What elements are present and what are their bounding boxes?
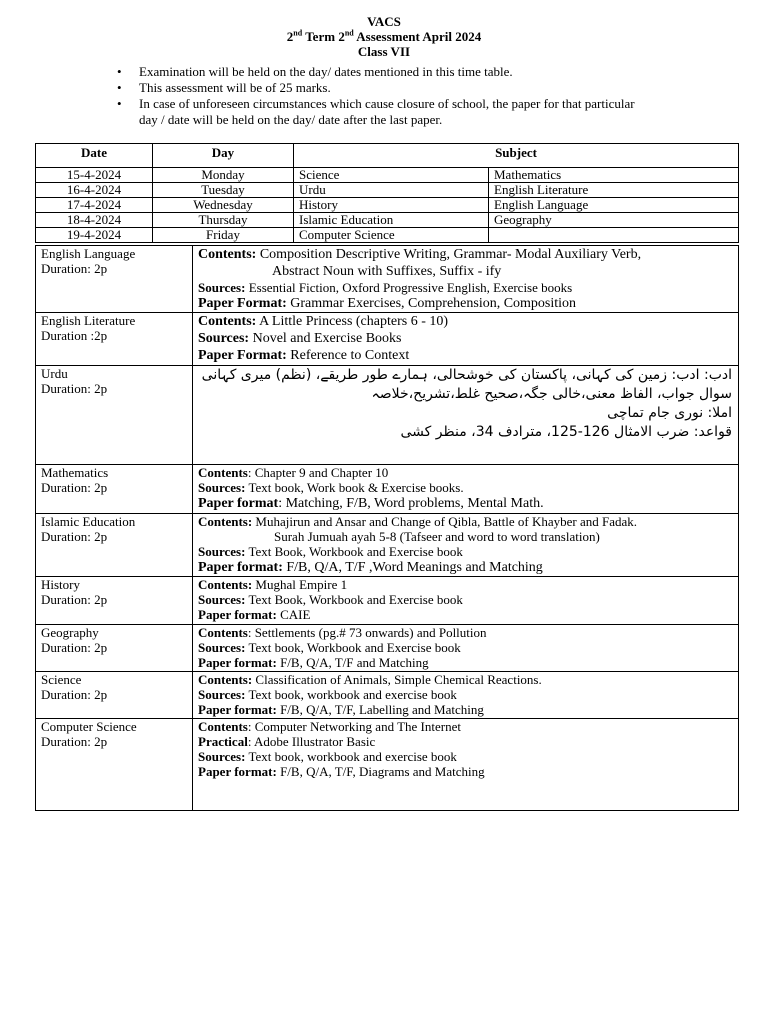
syllabus-row-history xyxy=(36,577,739,625)
duration: Duration: 2p xyxy=(41,480,108,495)
format-line: Paper format: CAIE xyxy=(198,607,311,622)
syllabus-row-geography xyxy=(36,625,739,672)
duration: Duration: 2p xyxy=(41,261,108,276)
syllabus-cell xyxy=(193,313,739,366)
subject-name: Urdu xyxy=(41,366,68,381)
syllabus-row-mathematics xyxy=(36,465,739,514)
format-line: Paper format: F/B, Q/A, T/F and Matching xyxy=(198,655,429,670)
syllabus-row-english-literature xyxy=(36,313,739,366)
subject-cell: Science xyxy=(294,168,489,183)
sources-line: Sources: Text Book, Workbook and Exercise book xyxy=(198,592,463,607)
syllabus-cell xyxy=(193,672,739,719)
urdu-line: ادب: ادب: زمین کی کہانی، پاکستان کی خوشحالی، ہمارے طور طریقے، (نظم) میری کہانی xyxy=(201,367,732,383)
subject-cell xyxy=(36,465,193,514)
sources-line: Sources: Text book, Work book & Exercise books. xyxy=(198,480,464,495)
syllabus-cell xyxy=(193,246,739,313)
format-line: Paper format: Matching, F/B, Word problems, Mental Math. xyxy=(198,496,544,511)
subject-cell xyxy=(36,625,193,672)
subject-name: Mathematics xyxy=(41,465,109,480)
date-header: Date xyxy=(36,144,153,168)
contents-line: Abstract Noun with Suffixes, Suffix - ify xyxy=(272,264,502,279)
duration: Duration: 2p xyxy=(41,529,108,544)
urdu-line: قواعد: ضرب الامثال 126-125، مترادف 34، منظر کشی xyxy=(400,424,732,440)
sources-line: Sources: Novel and Exercise Books xyxy=(198,331,402,346)
syllabus-cell xyxy=(193,719,739,811)
syllabus-cell xyxy=(193,577,739,625)
subject-cell xyxy=(489,228,739,243)
day-header: Day xyxy=(153,144,294,168)
sources-line: Sources: Essential Fiction, Oxford Progressive English, Exercise books xyxy=(198,280,573,295)
contents-line: Contents: Computer Networking and The Internet xyxy=(198,719,461,734)
date-cell: 19-4-2024 xyxy=(36,228,153,243)
subject-cell: Geography xyxy=(489,213,739,228)
subject-name: English Language xyxy=(41,246,136,261)
sources-line: Sources: Text book, workbook and exercise book xyxy=(198,749,457,764)
subject-cell: English Language xyxy=(489,198,739,213)
contents-line: Contents: Composition Descriptive Writing, Grammar- Modal Auxiliary Verb, xyxy=(198,247,642,262)
format-line: Paper format: F/B, Q/A, T/F, Labelling and Matching xyxy=(198,702,484,717)
sources-line: Sources: Text book, Workbook and Exercise book xyxy=(198,640,461,655)
syllabus-cell xyxy=(193,366,739,465)
subject-header: Subject xyxy=(294,144,739,168)
syllabus-row-computer-science xyxy=(36,719,739,811)
day-cell: Tuesday xyxy=(153,183,294,198)
table-row xyxy=(36,213,739,228)
duration: Duration: 2p xyxy=(41,687,108,702)
subject-name: English Literature xyxy=(41,313,136,328)
subject-cell: Mathematics xyxy=(489,168,739,183)
date-cell: 17-4-2024 xyxy=(36,198,153,213)
subject-cell: Islamic Education xyxy=(294,213,489,228)
duration: Duration: 2p xyxy=(41,381,108,396)
duration: Duration: 2p xyxy=(41,640,108,655)
day-cell: Friday xyxy=(153,228,294,243)
subject-cell xyxy=(36,366,193,465)
subject-cell: Urdu xyxy=(294,183,489,198)
subject-name: History xyxy=(41,577,80,592)
day-cell: Thursday xyxy=(153,213,294,228)
format-line: Paper format: F/B, Q/A, T/F, Diagrams and Matching xyxy=(198,764,485,779)
date-cell: 18-4-2024 xyxy=(36,213,153,228)
table-row xyxy=(36,183,739,198)
syllabus-table xyxy=(35,245,739,811)
subject-cell: English Literature xyxy=(489,183,739,198)
date-cell: 15-4-2024 xyxy=(36,168,153,183)
sources-line: Sources: Text Book, Workbook and Exercise book xyxy=(198,544,463,559)
subject-cell xyxy=(36,313,193,366)
subject-cell: Computer Science xyxy=(294,228,489,243)
syllabus-row-urdu xyxy=(36,366,739,465)
subject-cell xyxy=(36,577,193,625)
contents-line: Contents: Classification of Animals, Simple Chemical Reactions. xyxy=(198,672,542,687)
subject-name: Computer Science xyxy=(41,719,137,734)
format-line: Paper format: F/B, Q/A, T/F ,Word Meanings and Matching xyxy=(198,560,543,575)
school-name: VACS xyxy=(367,14,401,29)
instruction-item: • This assessment will be of 25 marks. xyxy=(116,80,656,96)
instructions-list xyxy=(116,64,656,128)
contents-line: Contents: Muhajirun and Ansar and Change of Qibla, Battle of Khayber and Fadak. xyxy=(198,514,638,529)
syllabus-row-science xyxy=(36,672,739,719)
subject-cell xyxy=(36,719,193,811)
day-cell: Wednesday xyxy=(153,198,294,213)
contents-line: Contents: Chapter 9 and Chapter 10 xyxy=(198,465,389,480)
table-row xyxy=(36,228,739,243)
practical-line: Practical: Adobe Illustrator Basic xyxy=(198,734,376,749)
subject-cell: History xyxy=(294,198,489,213)
sources-line: Sources: Text book, workbook and exercise book xyxy=(198,687,457,702)
syllabus-cell xyxy=(193,465,739,514)
table-row xyxy=(36,168,739,183)
day-cell: Monday xyxy=(153,168,294,183)
subject-cell xyxy=(36,672,193,719)
syllabus-row-english-language xyxy=(36,246,739,313)
instruction-item: • Examination will be held on the day/ dates mentioned in this time table. xyxy=(116,64,656,80)
document-header xyxy=(0,14,768,59)
subject-cell xyxy=(36,246,193,313)
subject-name: Science xyxy=(41,672,82,687)
subject-name: Islamic Education xyxy=(41,514,136,529)
syllabus-row-islamic-education xyxy=(36,514,739,577)
instruction-item: • In case of unforeseen circumstances which cause closure of school, the paper for that particular day / date will be held on the day/ date after the last paper. xyxy=(116,96,656,128)
schedule-header-row xyxy=(36,144,739,168)
format-line: Paper Format: Grammar Exercises, Comprehension, Composition xyxy=(198,296,577,311)
contents-line: Surah Jumuah ayah 5-8 (Tafseer and word to word translation) xyxy=(274,529,600,544)
duration: Duration: 2p xyxy=(41,734,108,749)
urdu-line: املا: نوری جام تماچی xyxy=(607,405,732,421)
urdu-line: سوال جواب، الفاظ معنی،خالی جگہ،صحیح غلط،تشریح،خلاصہ xyxy=(371,386,732,402)
class-name: Class VII xyxy=(357,44,411,59)
table-row xyxy=(36,198,739,213)
contents-line: Contents: Mughal Empire 1 xyxy=(198,577,348,592)
contents-line: Contents: Settlements (pg.# 73 onwards) and Pollution xyxy=(198,625,487,640)
duration: Duration: 2p xyxy=(41,592,108,607)
format-line: Paper Format: Reference to Context xyxy=(198,348,410,363)
date-cell: 16-4-2024 xyxy=(36,183,153,198)
syllabus-cell xyxy=(193,625,739,672)
subject-name: Geography xyxy=(41,625,99,640)
subject-cell xyxy=(36,514,193,577)
syllabus-cell xyxy=(193,514,739,577)
schedule-table xyxy=(35,143,739,243)
assessment-title: 2nd Term 2nd Assessment April 2024 xyxy=(286,28,482,44)
contents-line: Contents: A Little Princess (chapters 6 - 10) xyxy=(198,314,449,329)
duration: Duration :2p xyxy=(41,328,108,343)
